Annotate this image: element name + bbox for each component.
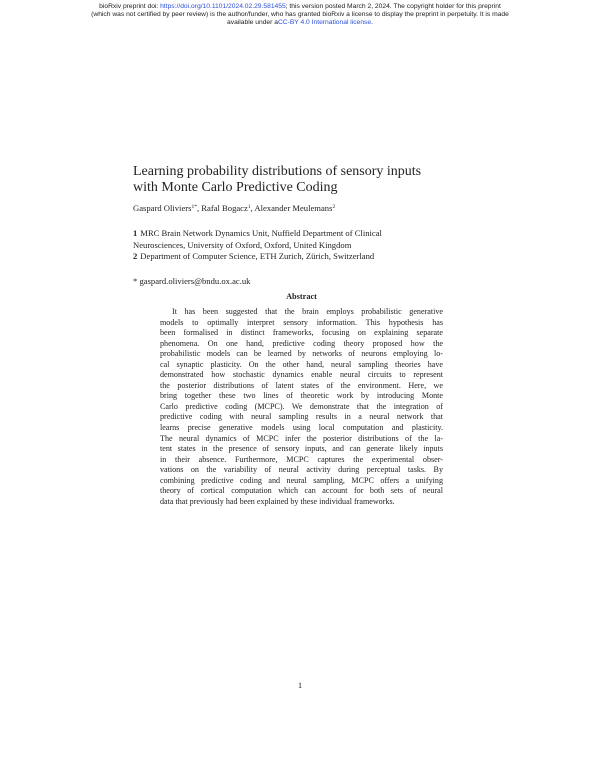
abstract-line: the posterior distributions of latent states of the environment. Here, we (160, 380, 443, 390)
title-line-1: Learning probability distributions of sensory inputs (133, 164, 422, 179)
license-suffix: . (371, 19, 373, 27)
abstract-line: in their absence. Furthermore, MCPC captures the experimental obser- (160, 454, 443, 464)
author-list: Gaspard Oliviers$^{1*}$, Rafal Bogacz$^1$, Alexander Meulemans$^2$ (133, 203, 336, 213)
abstract-line: tent states in the presence of sensory inputs, and can generate likely inputs (160, 444, 443, 454)
abstract-line: It has been suggested that the brain employs probabilistic generative (172, 307, 443, 316)
author-affiliation-mark: 1* (191, 204, 197, 210)
affiliation-number: 2 (133, 251, 138, 262)
author-affiliation-mark: 2 (332, 204, 336, 210)
doi-link[interactable]: https://doi.org/10.1101/2024.02.29.581455 (160, 3, 286, 10)
header-suffix: ; this version posted March 2, 2024. The copyright holder for this preprint (285, 3, 501, 10)
abstract-line: models to optimally interpret sensory information. This hypothesis has (160, 317, 443, 327)
affiliation-text: MRC Brain Network Dynamics Unit, Nuffield Department of Clinical (140, 228, 382, 238)
affiliation-1-continued: Neurosciences, University of Oxford, Oxford, United Kingdom (133, 239, 352, 250)
abstract-heading: Abstract (286, 292, 317, 301)
preprint-header-line-2: (which was not certified by peer review) is the author/funder, who has granted bioRxiv a license to display the preprint in perpetuity. It is made (91, 11, 509, 19)
abstract-line: probabilistic models can be learned by networks of neurons employing lo- (160, 349, 443, 359)
preprint-header (0, 3, 600, 28)
author-affiliation-mark: 1 (247, 204, 251, 210)
affiliation-2 (133, 251, 493, 263)
abstract-line: been formalised in distinct frameworks, focusing on explaining separate (160, 328, 443, 338)
abstract-line: data that previously had been explained by these individual frameworks. (160, 496, 395, 506)
affiliations (133, 228, 493, 263)
affiliation-1 (133, 228, 493, 240)
abstract-line: Carlo predictive coding (MCPC). We demonstrate that the integration of (160, 401, 443, 411)
abstract-line: vations on the variability of neural activity during perceptual tasks. By (160, 465, 443, 475)
corresponding-email: * gaspard.oliviers@bndu.ox.ac.uk (133, 276, 251, 286)
abstract-line: learns precise generative models using local computation and plasticity. (160, 423, 443, 433)
paper-title (133, 164, 493, 195)
preprint-header-line-3 (0, 19, 600, 27)
abstract-line: bring together these two lines of theoretic work by introducing Monte (160, 391, 443, 401)
author-name: Rafal Bogacz (201, 203, 248, 213)
author-name: Gaspard Oliviers (133, 203, 192, 213)
abstract-line: phenomena. On one hand, predictive coding theory proposed how the (160, 338, 443, 348)
preprint-header-line-1 (0, 3, 600, 11)
author-name: Alexander Meulemans (254, 203, 333, 213)
license-prefix: available under a (227, 19, 278, 27)
abstract-line: cal synaptic plasticity. On the other hand, neural sampling theories have (160, 359, 443, 369)
title-line-2: with Monte Carlo Predictive Coding (133, 179, 338, 195)
affiliation-text: Department of Computer Science, ETH Zurich, Zürich, Switzerland (140, 251, 375, 262)
abstract-line: demonstrated how stochastic dynamics enable neural circuits to represent (160, 370, 443, 380)
abstract-line: predictive coding with neural sampling results in a neural network that (160, 412, 443, 422)
affiliation-number: 1 (133, 228, 138, 238)
abstract-line: The neural dynamics of MCPC infer the posterior distributions of the la- (160, 433, 443, 443)
license-link[interactable]: CC-BY 4.0 International license (277, 19, 372, 27)
header-prefix: bioRxiv preprint doi: (99, 3, 161, 10)
abstract-line: combining predictive coding and neural sampling, MCPC offers a unifying (160, 475, 443, 485)
abstract-body (160, 307, 443, 507)
page-number: 1 (297, 680, 303, 690)
abstract-line: theory of cortical computation which can account for both sets of neural (160, 486, 443, 496)
